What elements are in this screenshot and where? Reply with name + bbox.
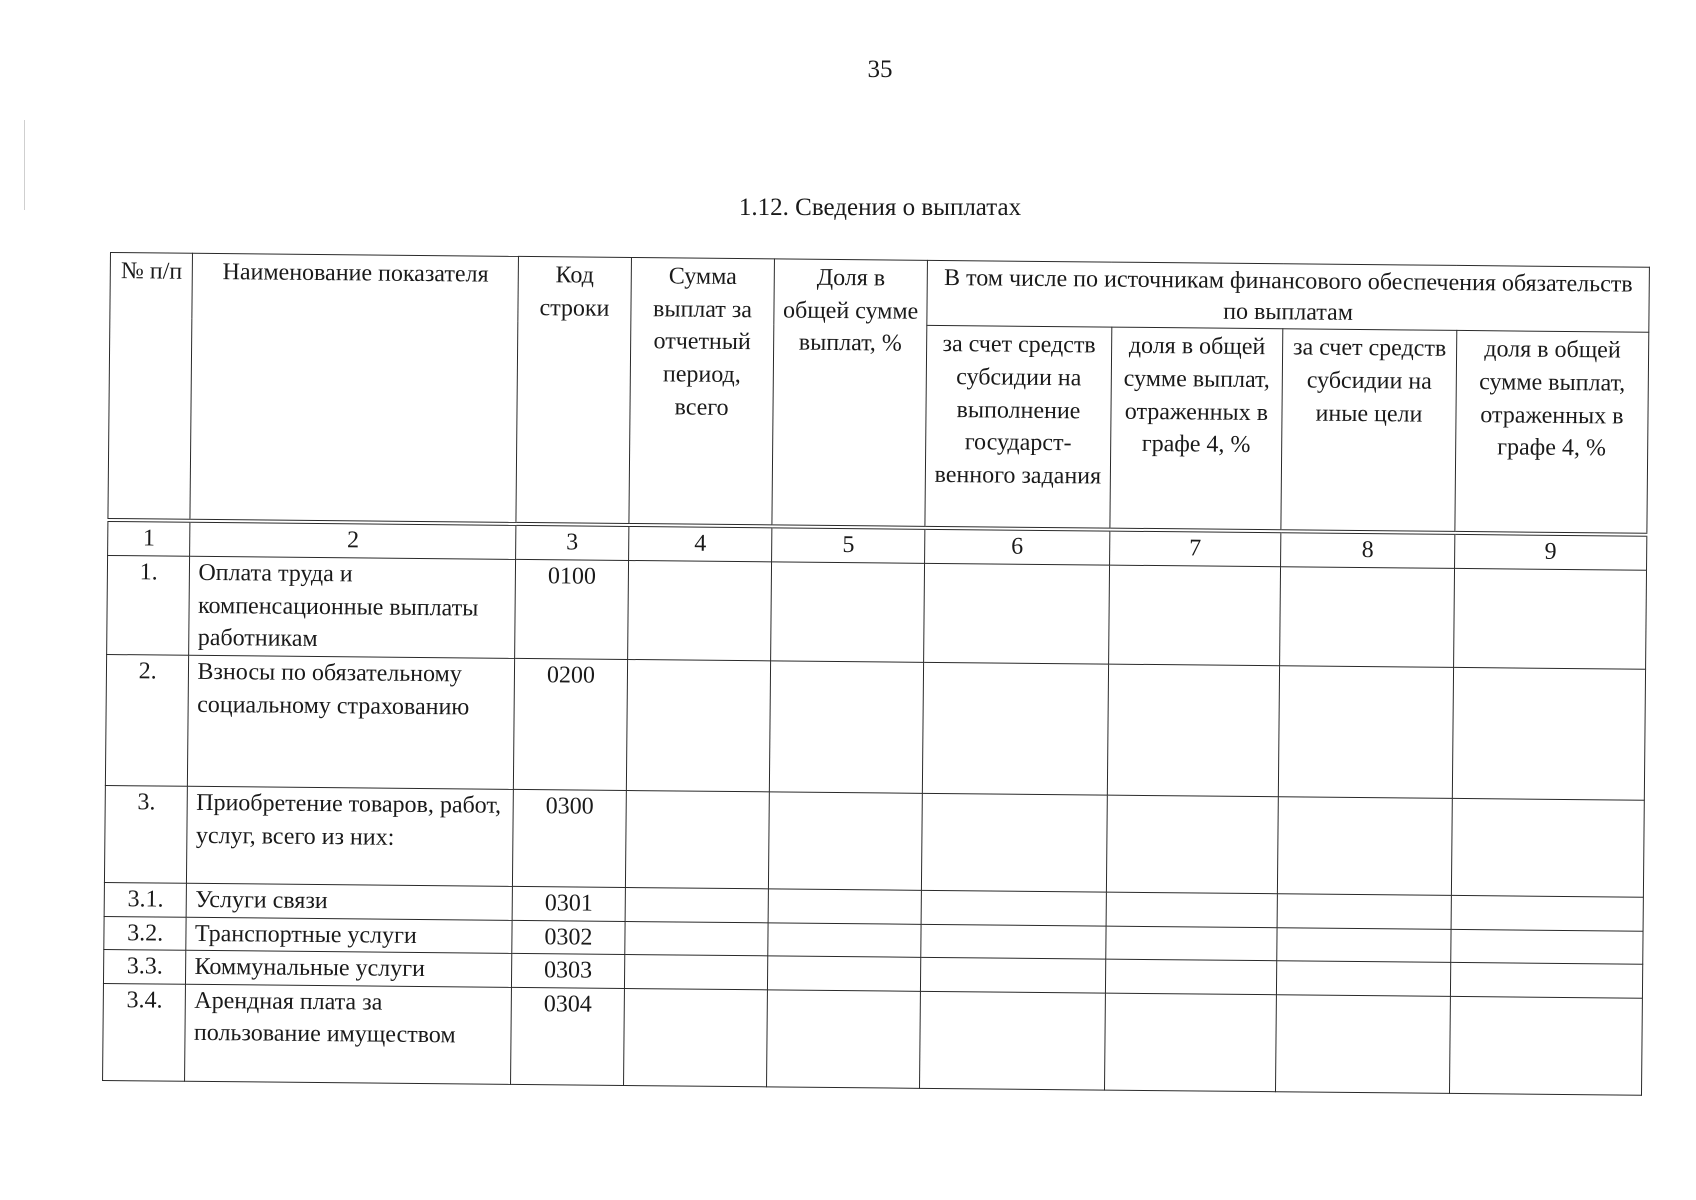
cell-share	[768, 956, 921, 991]
cell-other-share	[1450, 963, 1642, 998]
header-sources-group: В том числе по источникам финансового обеспечения обязательств по выплатам	[927, 260, 1649, 332]
header-other-subsidy: за счет средств субсидии на иные цели	[1281, 329, 1457, 533]
cell-other-subsidy	[1276, 994, 1451, 1093]
row-name: Оплата труда и компенсационные выплаты работникам	[189, 556, 516, 658]
cell-other-subsidy	[1278, 797, 1453, 896]
header-other-share: доля в общей сумме выплат, отраженных в графе 4, %	[1455, 331, 1649, 535]
column-number: 4	[629, 525, 773, 561]
cell-share	[767, 990, 921, 1088]
cell-sum	[628, 560, 772, 660]
row-code: 0304	[511, 987, 625, 1085]
cell-other-share	[1451, 929, 1643, 964]
cell-state-task-subsidy	[921, 890, 1106, 925]
cell-other-subsidy	[1280, 567, 1455, 668]
cell-state-task-subsidy	[920, 991, 1105, 1090]
cell-share	[769, 792, 923, 890]
column-number: 3	[516, 524, 629, 560]
cell-sum	[625, 921, 769, 956]
column-number: 8	[1281, 532, 1455, 569]
column-number: 2	[190, 521, 516, 559]
row-code: 0302	[512, 920, 625, 955]
column-number: 1	[108, 520, 191, 556]
cell-other-subsidy	[1277, 927, 1451, 962]
row-number: 3.	[104, 785, 187, 883]
row-name: Приобретение товаров, работ, услуг, всего из них:	[187, 786, 514, 886]
header-sum: Сумма выплат за отчетный период, всего	[629, 258, 775, 527]
row-name: Арендная плата за пользование имуществом	[185, 984, 512, 1084]
row-number: 3.2.	[104, 916, 187, 950]
row-number: 3.4.	[103, 983, 186, 1081]
cell-state-task-share	[1107, 664, 1280, 797]
row-code: 0301	[512, 886, 625, 921]
cell-sum	[624, 955, 768, 990]
row-code: 0100	[515, 559, 629, 659]
cell-other-share	[1453, 568, 1646, 669]
cell-other-subsidy	[1277, 894, 1451, 929]
table-row	[104, 785, 1644, 897]
header-code: Код строки	[516, 256, 631, 525]
row-number: 3.1.	[104, 882, 187, 916]
row-number: 1.	[107, 555, 190, 655]
cell-state-task-share	[1106, 795, 1278, 894]
column-number: 6	[925, 528, 1110, 565]
cell-state-task-subsidy	[922, 793, 1107, 892]
cell-share	[768, 922, 921, 957]
header-state-task-subsidy: за счет средств субсидии на выполнение государст-венного задания	[925, 326, 1111, 530]
column-number: 5	[772, 527, 925, 564]
cell-state-task-share	[1105, 926, 1277, 961]
row-code: 0200	[513, 658, 627, 790]
row-name: Коммунальные услуги	[186, 950, 512, 987]
cell-other-share	[1451, 798, 1644, 897]
row-name: Взносы по обязательному социальному страхованию	[188, 655, 515, 789]
header-share: Доля в общей сумме выплат, %	[772, 259, 928, 528]
row-code: 0300	[513, 789, 627, 887]
table-row	[105, 654, 1645, 800]
cell-state-task-share	[1105, 959, 1277, 994]
cell-sum	[625, 790, 769, 888]
column-number: 7	[1109, 530, 1281, 567]
cell-state-task-subsidy	[923, 662, 1109, 795]
row-name: Услуги связи	[187, 883, 513, 920]
payments-table-container	[102, 252, 1650, 1095]
cell-other-share	[1451, 895, 1643, 930]
header-no: № п/п	[108, 253, 193, 522]
cell-share	[770, 661, 924, 793]
table-row	[103, 983, 1643, 1095]
cell-share	[768, 889, 921, 924]
row-number: 2.	[105, 654, 189, 786]
cell-sum	[623, 988, 767, 1086]
cell-share	[771, 562, 925, 662]
cell-sum	[626, 659, 771, 791]
header-name: Наименование показателя	[190, 253, 518, 524]
header-state-task-share: доля в общей сумме выплат, отраженных в графе 4, %	[1110, 327, 1283, 531]
payments-table	[102, 252, 1650, 1095]
table-row	[107, 555, 1647, 669]
cell-state-task-subsidy	[924, 563, 1109, 664]
cell-other-subsidy	[1279, 666, 1454, 799]
cell-state-task-subsidy	[921, 957, 1106, 992]
cell-state-task-share	[1106, 892, 1278, 927]
cell-state-task-share	[1108, 565, 1280, 666]
cell-sum	[625, 887, 769, 922]
cell-other-share	[1449, 996, 1642, 1095]
cell-other-subsidy	[1277, 961, 1451, 996]
column-number: 9	[1454, 533, 1647, 570]
section-title: 1.12. Сведения о выплатах	[738, 194, 1022, 221]
page-number: 35	[867, 56, 893, 83]
row-name: Транспортные услуги	[186, 917, 512, 954]
row-code: 0303	[512, 954, 625, 989]
cell-state-task-subsidy	[921, 924, 1106, 959]
cell-state-task-share	[1104, 993, 1276, 1092]
row-number: 3.3.	[103, 950, 186, 984]
cell-other-share	[1452, 667, 1645, 800]
